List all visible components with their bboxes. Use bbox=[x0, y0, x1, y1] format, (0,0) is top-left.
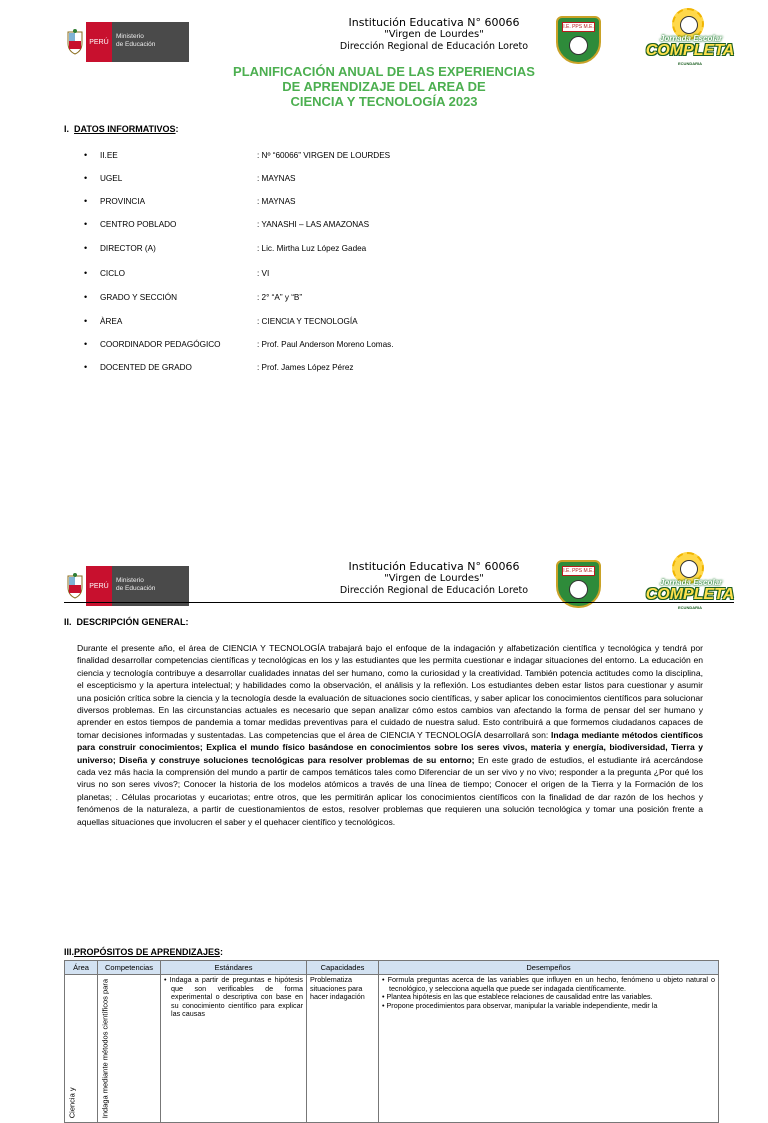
school-crest-icon bbox=[556, 16, 601, 64]
bullet-icon: • bbox=[84, 173, 88, 183]
bullet-icon: • bbox=[84, 362, 88, 372]
institution-block bbox=[319, 16, 549, 53]
minedu-logo bbox=[64, 22, 189, 62]
info-row bbox=[84, 317, 358, 326]
info-value: : MAYNAS bbox=[257, 197, 296, 206]
school-name: "Virgen de Lourdes" bbox=[384, 29, 484, 40]
section1-number: I. bbox=[64, 124, 70, 134]
info-value: : Nº “60066” VIRGEN DE LOURDES bbox=[257, 151, 391, 160]
institution-name: Institución Educativa N° 60066 bbox=[348, 16, 520, 29]
institution-name: Institución Educativa N° 60066 bbox=[348, 560, 520, 573]
bullet-icon: • bbox=[84, 150, 88, 160]
jornada-line3: ECUNDARIA bbox=[678, 605, 702, 610]
school-crest-icon bbox=[556, 560, 601, 608]
crest-text: I.E. PPS M.E. bbox=[563, 24, 594, 30]
info-row bbox=[84, 197, 296, 206]
desempeno-item: • Formula preguntas acerca de las variables que influyen en un hecho, fenómeno u objeto natural o tecnológico, y selecciona aquella que puede ser indagada científicamente. bbox=[382, 975, 715, 993]
section3-number: III. bbox=[64, 947, 75, 957]
info-row bbox=[84, 293, 302, 302]
info-value: : Lic. Mirtha Luz López Gadea bbox=[257, 244, 367, 253]
jornada-line1: Jornada Escolar bbox=[659, 34, 723, 43]
info-label: COORDINADOR PEDAGÓGICO bbox=[100, 340, 221, 349]
bullet-icon: • bbox=[84, 196, 88, 206]
minedu-logo bbox=[64, 566, 189, 606]
jornada-line3: ECUNDARIA bbox=[678, 61, 702, 66]
section3-heading bbox=[64, 947, 223, 957]
document-title bbox=[0, 64, 768, 109]
section1-heading bbox=[64, 124, 179, 134]
title-line3: CIENCIA Y TECNOLOGÍA 2023 bbox=[290, 94, 478, 109]
desempeno-text: Formula preguntas acerca de las variables que influyen en un hecho, fenómeno u objeto natural o tecnológico, y selecciona aquella que puede ser indagada científicamente. bbox=[387, 975, 715, 993]
desempeno-text: Propone procedimientos para observar, manipular la variable independiente, medir la bbox=[386, 1000, 658, 1010]
section1-colon: : bbox=[175, 124, 179, 134]
info-label: II.EE bbox=[100, 151, 118, 160]
col-header-capacidades: Capacidades bbox=[307, 961, 379, 975]
bullet-icon: • bbox=[84, 292, 88, 302]
jornada-line2: COMPLETA bbox=[645, 586, 735, 603]
info-value: : VI bbox=[257, 269, 270, 278]
header-divider bbox=[64, 602, 734, 603]
info-label: CICLO bbox=[100, 269, 126, 278]
info-label: DOCENTED DE GRADO bbox=[100, 363, 192, 372]
minedu-line2: de Educación bbox=[116, 585, 156, 592]
minedu-name bbox=[112, 566, 189, 606]
info-value: : CIENCIA Y TECNOLOGÍA bbox=[257, 317, 358, 326]
info-value: : MAYNAS bbox=[257, 174, 296, 183]
jornada-completa-logo bbox=[645, 552, 735, 614]
info-row bbox=[84, 151, 390, 160]
desempeno-item: • Plantea hipótesis en las que establece relaciones de causalidad entre las variables. bbox=[382, 992, 653, 1001]
description-paragraph bbox=[77, 642, 703, 828]
info-value: : Prof. James López Pérez bbox=[257, 363, 354, 372]
regional-direction: Dirección Regional de Educación Loreto bbox=[339, 585, 529, 596]
info-label: ÀREA bbox=[100, 317, 123, 326]
col-header-estandares: Estándares bbox=[161, 961, 307, 975]
cell-area: Ciencia y bbox=[65, 975, 98, 1123]
minedu-line1: Ministerio bbox=[116, 33, 144, 40]
minedu-name bbox=[112, 22, 189, 62]
info-row bbox=[84, 269, 269, 278]
section3-title: PROPÓSITOS DE APRENDIZAJES bbox=[74, 947, 221, 957]
info-row bbox=[84, 363, 353, 372]
section3-colon: : bbox=[220, 947, 224, 957]
table-header-row bbox=[65, 961, 719, 975]
description-part1: Durante el presente año, el área de CIENCIA Y TECNOLOGÍA trabajará bajo el enfoque de la indagación y alfabetización científica y tecnológica y tendrá por finalidad desarrollar competencias científicas y tecnológicas en los y las estudiantes que les permita cuestionar e indagar situaciones del entorno. La educación en ciencia y tecnología contribuye a desarrollar cualidades innatas del ser humano, como la curiosidad y la creatividad. También potencia actitudes como la disciplina, el escepticismo y la apertura intelectual; y habilidades como la observación, el análisis y la reflexión. Los estudiantes deben estar listos para cuestionar y asumir una posición crítica sobre la ciencia y la tecnología desde la evaluación de situaciones socio científicas, y saber aplicar los conocimientos científicos para solucionar diversos problemas. En las circunstancias actuales es necesario que sepan analizar cómo estos cambios van afectando la forma de pensar del ser humano y aprender en estos tiempos de pandemia a tomar medidas preventivas para el cuidado de nuestra salud. Esto contribuirá a que formemos ciudadanos capaces de tomar decisiones informadas y sustentadas. Las competencias que el área de CIENCIA Y TECNOLOGÍA desarrollará son: bbox=[77, 643, 703, 740]
col-header-area: Área bbox=[65, 961, 98, 975]
info-value: : 2° “A” y “B” bbox=[257, 293, 303, 302]
jornada-completa-logo bbox=[645, 8, 735, 70]
section2-heading bbox=[64, 617, 189, 627]
page2-header bbox=[64, 560, 734, 612]
info-row bbox=[84, 244, 366, 253]
estandar-text: Indaga a partir de preguntas e hipótesis que son verificables de forma experimental o descriptiva con base en su conocimiento científico para explicar las causas bbox=[169, 975, 304, 1018]
info-row bbox=[84, 340, 394, 349]
desempeno-text: Plantea hipótesis en las que establece relaciones de causalidad entre las variables. bbox=[386, 992, 653, 1001]
page1-header bbox=[64, 16, 734, 68]
minedu-line1: Ministerio bbox=[116, 577, 144, 584]
jornada-line1: Jornada Escolar bbox=[659, 578, 723, 587]
col-header-desempenos: Desempeños bbox=[379, 961, 719, 975]
cell-estandar: • Indaga a partir de preguntas e hipótesis que son verificables de forma experimental o descriptiva con base en su conocimiento científico para explicar las causas bbox=[161, 975, 307, 1123]
description-competencies: Indaga mediante métodos científicos para construir conocimientos; Explica el mundo físico basándose en conocimientos sobre los seres vivos, materia y energía, biodiversidad, Tierra y universo; Diseña y construye soluciones tecnológicas para resolver problemas de su entorno; bbox=[77, 729, 703, 765]
info-label: UGEL bbox=[100, 174, 123, 183]
learning-purposes-table bbox=[64, 960, 719, 1123]
info-row bbox=[84, 220, 369, 229]
jornada-line2: COMPLETA bbox=[645, 42, 735, 59]
info-label: DIRECTOR (A) bbox=[100, 244, 156, 253]
minedu-country: PERÚ bbox=[86, 566, 112, 606]
col-header-competencias: Competencias bbox=[98, 961, 161, 975]
info-label: PROVINCIA bbox=[100, 197, 146, 206]
regional-direction: Dirección Regional de Educación Loreto bbox=[339, 41, 529, 52]
section2-number: II. bbox=[64, 617, 72, 627]
school-name: "Virgen de Lourdes" bbox=[384, 573, 484, 584]
desempeno-item: • Propone procedimientos para observar, manipular la variable independiente, medir la bbox=[382, 1000, 658, 1010]
description-part2: En este grado de estudios, el estudiante irá acercándose cada vez más hacia la comprensión del mundo a partir de campos temáticos tales como Diferenciar de un ser vivo y no vivo; responder a la pregunta ¿Por qué los virus no son seres vivos?; Conocer la historia de los modelos atómicos a través de una línea de tiempo; Conocer el origen de la Tierra y la Formación de los planetas; . Células procariotas y eucariotas; entre otros, que les permitirán aplicar los conocimientos científicos con la finalidad de dar razón de los hechos y fenómenos de la naturaleza, a partir de cuestionamientos de estos, resolver problemas que requieren una solución tecnológica y tomar una posición frente a aquellas situaciones que involucren el saber y el quehacer científico y tecnológicos. bbox=[77, 754, 703, 827]
cell-competencia: Indaga mediante métodos científicos para bbox=[98, 975, 161, 1123]
section1-title: DATOS INFORMATIVOS bbox=[74, 124, 176, 134]
crest-text: I.E. PPS M.E. bbox=[563, 568, 594, 574]
peru-shield-icon bbox=[64, 22, 86, 62]
bullet-icon: • bbox=[84, 268, 88, 278]
info-label: CENTRO POBLADO bbox=[100, 220, 177, 229]
bullet-icon: • bbox=[84, 339, 88, 349]
title-line1: PLANIFICACIÓN ANUAL DE LAS EXPERIENCIAS bbox=[233, 64, 535, 79]
institution-block bbox=[319, 560, 549, 597]
bullet-icon: • bbox=[84, 316, 88, 326]
minedu-line2: de Educación bbox=[116, 41, 156, 48]
info-label: GRADO Y SECCIÓN bbox=[100, 293, 178, 302]
bullet-icon: • bbox=[84, 243, 88, 253]
info-value: : Prof. Paul Anderson Moreno Lomas. bbox=[257, 340, 394, 349]
info-value: : YANASHI – LAS AMAZONAS bbox=[257, 220, 370, 229]
table-row bbox=[65, 975, 719, 1123]
bullet-icon: • bbox=[84, 219, 88, 229]
peru-shield-icon bbox=[64, 566, 86, 606]
info-row bbox=[84, 174, 296, 183]
minedu-country: PERÚ bbox=[86, 22, 112, 62]
cell-desempenos bbox=[379, 975, 719, 1123]
cell-capacidad: Problematiza situaciones para hacer indagación bbox=[307, 975, 379, 1123]
section2-title: DESCRIPCIÓN GENERAL: bbox=[76, 617, 189, 627]
title-line2: DE APRENDIZAJE DEL AREA DE bbox=[282, 79, 486, 94]
